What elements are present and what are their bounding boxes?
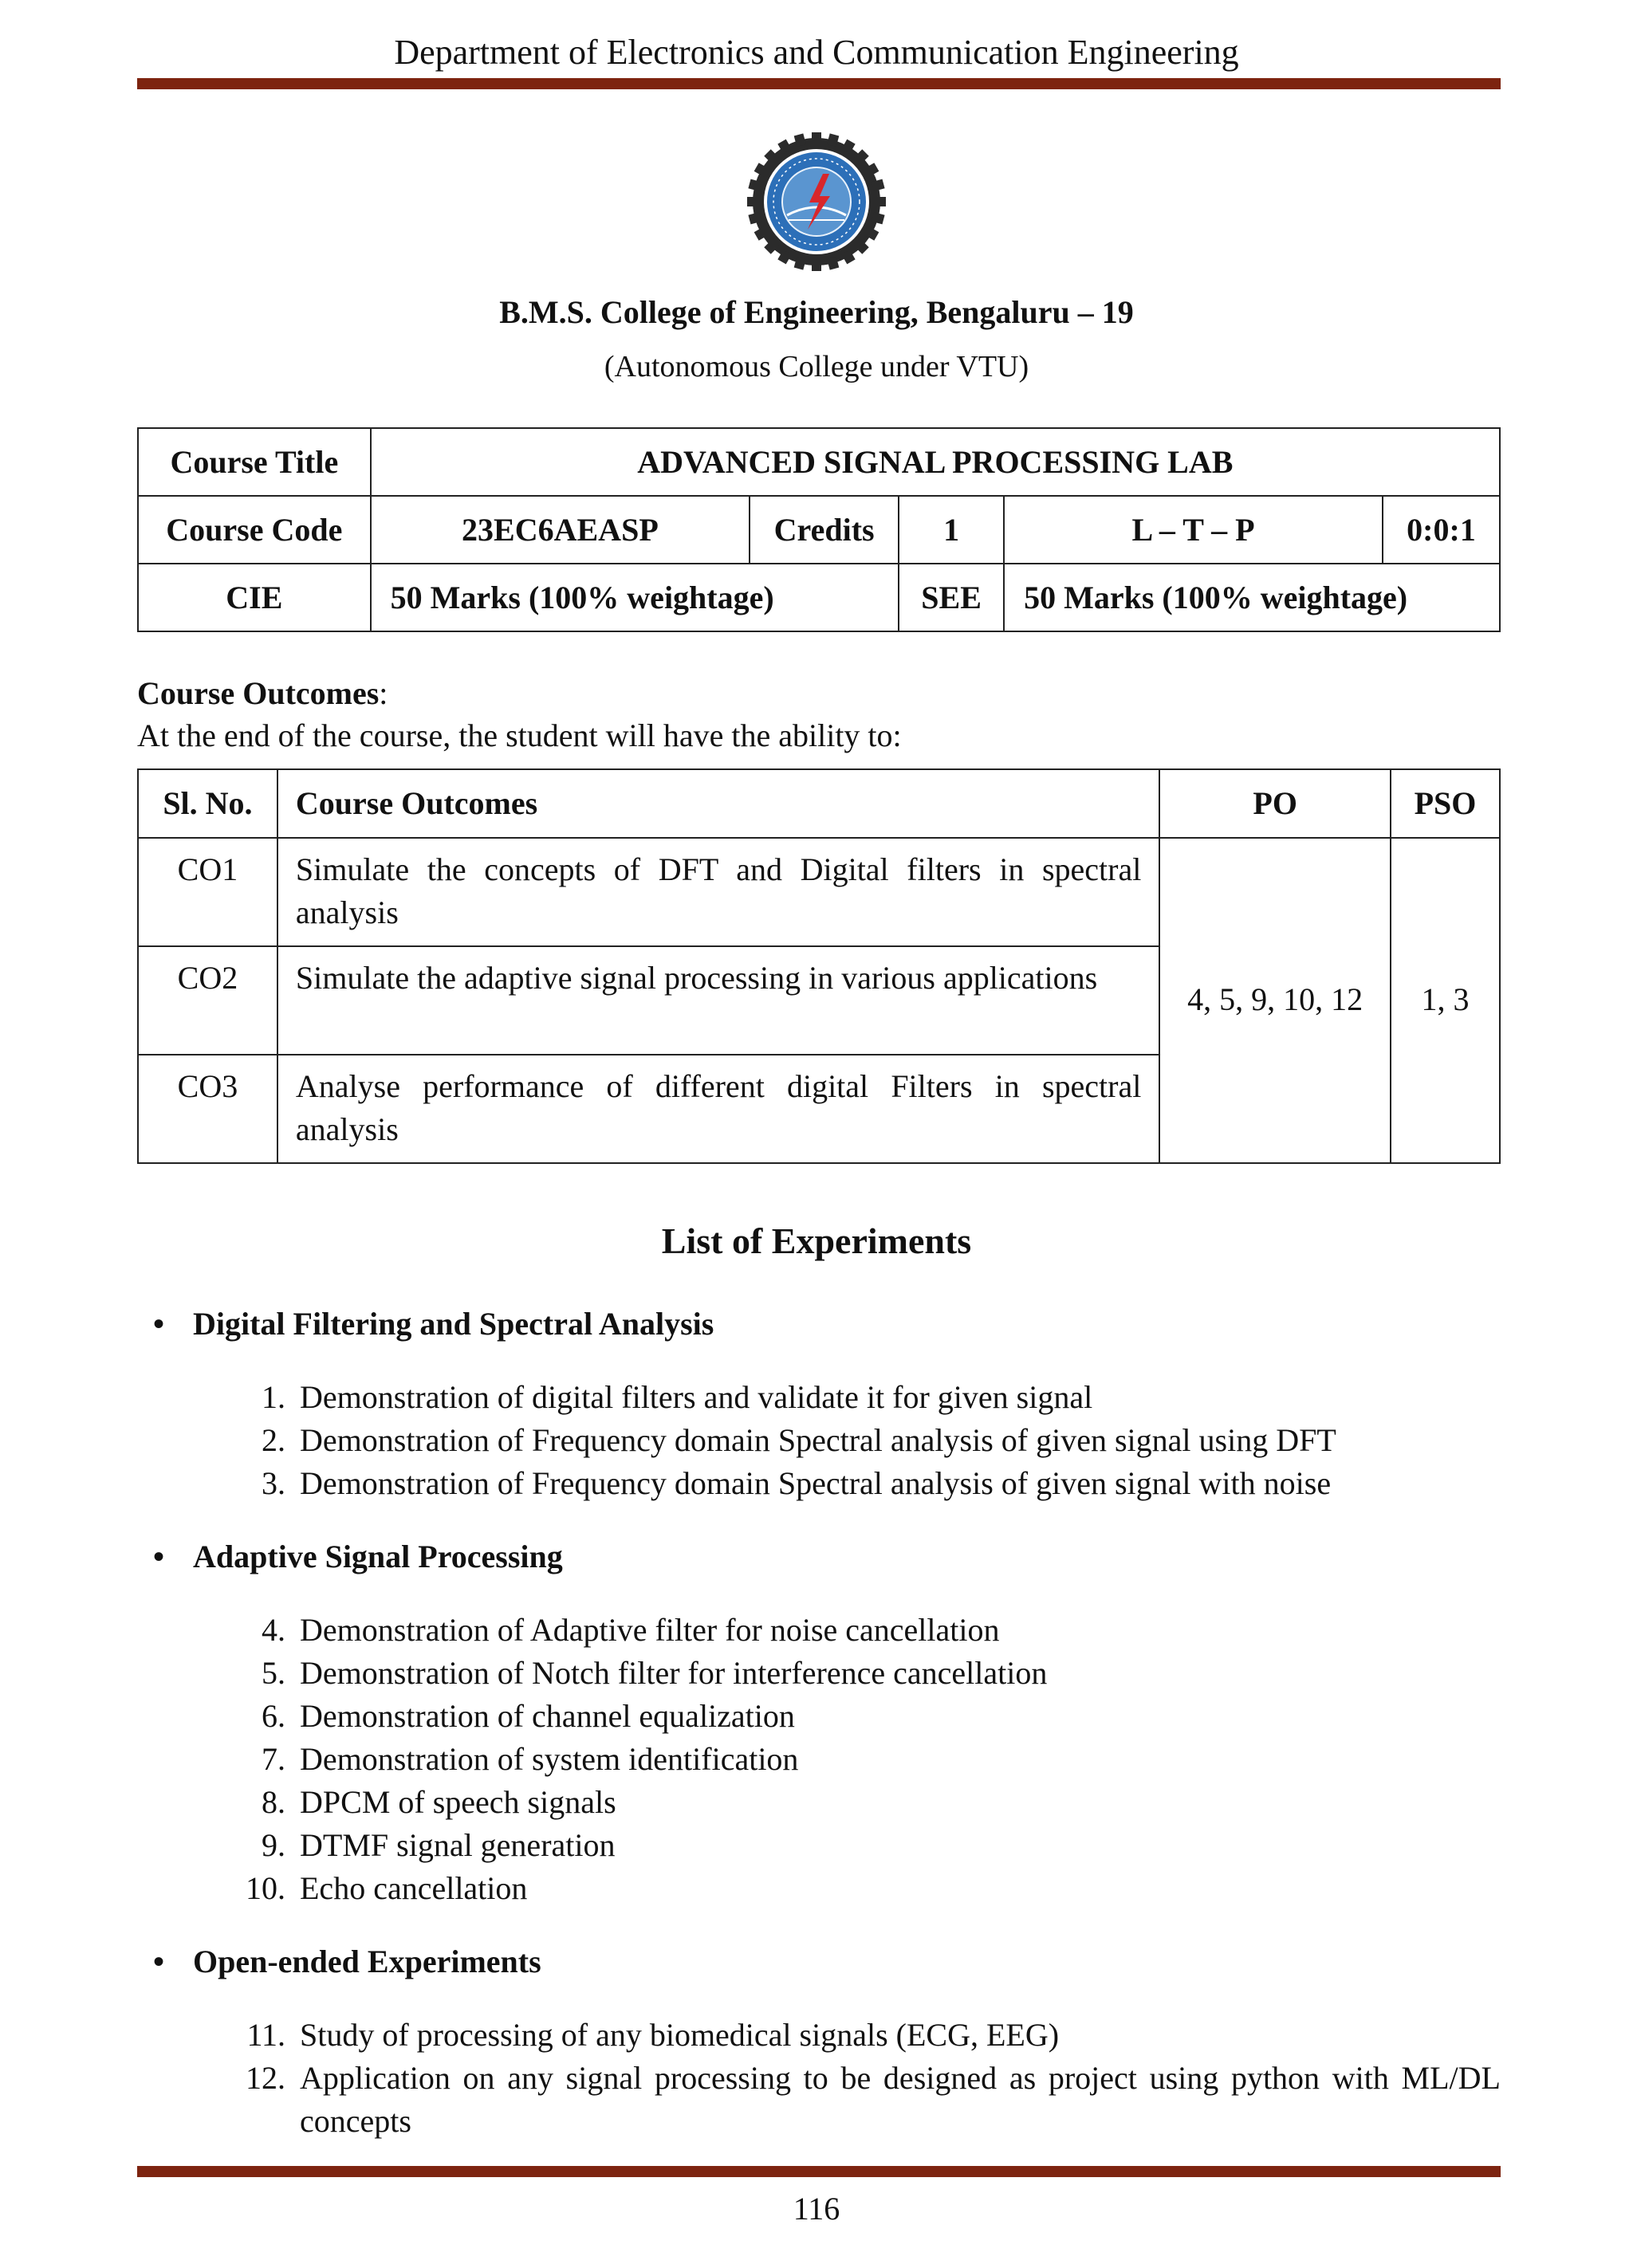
college-name: B.M.S. College of Engineering, Bengaluru – 19: [499, 294, 1134, 330]
page-number: 116: [793, 2191, 840, 2227]
course-title-value: ADVANCED SIGNAL PROCESSING LAB: [371, 428, 1500, 496]
course-title-row: [138, 428, 1500, 496]
column-header-course-outcomes: Course Outcomes: [277, 769, 1159, 838]
outcomes-header-row: [138, 769, 1500, 838]
header-rule: [137, 78, 1501, 89]
bullet-icon: •: [153, 1539, 165, 1574]
group-title-adaptive: [153, 1535, 563, 1578]
outcome-text: Simulate the adaptive signal processing in various applications: [277, 946, 1159, 1055]
item-text: Demonstration of Notch filter for interference cancellation: [300, 1655, 1048, 1691]
item-number: 11.: [246, 2017, 285, 2053]
item-number: 1.: [262, 1379, 285, 1415]
college-logo: [747, 132, 886, 271]
course-outcomes-heading: [137, 672, 388, 715]
outcome-id: CO3: [138, 1055, 277, 1163]
course-info-table: [137, 427, 1501, 632]
pso-mapping: 1, 3: [1391, 838, 1500, 1163]
experiments-title: List of Experiments: [661, 1220, 972, 1261]
footer-rule: [137, 2166, 1501, 2177]
item-number: 8.: [262, 1784, 285, 1820]
item-number: 3.: [262, 1465, 285, 1501]
item-text: Application on any signal processing to be designed as project using python with ML/DL concepts: [300, 2060, 1501, 2139]
table-row: [138, 838, 1500, 946]
item-number: 4.: [262, 1612, 285, 1648]
course-outcomes-heading-colon: :: [379, 675, 388, 711]
department-header: Department of Electronics and Communication Engineering: [394, 33, 1239, 72]
item-number: 9.: [262, 1827, 285, 1863]
item-text: Demonstration of Frequency domain Spectral analysis of given signal with noise: [300, 1465, 1332, 1501]
college-subtitle: (Autonomous College under VTU): [604, 350, 1029, 383]
bullet-icon: •: [153, 1944, 165, 1979]
course-outcomes-heading-text: Course Outcomes: [137, 675, 380, 711]
ltp-label: L – T – P: [1004, 496, 1383, 564]
group-title-open-ended: [153, 1940, 541, 1983]
item-number: 2.: [262, 1422, 285, 1458]
item-number: 6.: [262, 1698, 285, 1734]
item-number: 10.: [246, 1870, 285, 1906]
item-text: Demonstration of system identification: [300, 1741, 799, 1777]
item-text: Study of processing of any biomedical signals (ECG, EEG): [300, 2017, 1060, 2053]
item-text: Echo cancellation: [300, 1870, 528, 1906]
po-mapping: 4, 5, 9, 10, 12: [1159, 838, 1391, 1163]
column-header-pso: PSO: [1391, 769, 1500, 838]
assessment-row: [138, 564, 1500, 631]
item-text: Demonstration of Adaptive filter for noise cancellation: [300, 1612, 1000, 1648]
group-title-text: Open-ended Experiments: [193, 1944, 541, 1979]
course-title-label: Course Title: [138, 428, 371, 496]
cie-label: CIE: [138, 564, 371, 631]
see-label: SEE: [899, 564, 1004, 631]
item-text: DPCM of speech signals: [300, 1784, 616, 1820]
column-header-po: PO: [1159, 769, 1391, 838]
item-text: Demonstration of channel equalization: [300, 1698, 795, 1734]
item-number: 7.: [262, 1741, 285, 1777]
column-header-sl-no: Sl. No.: [138, 769, 277, 838]
ltp-value: 0:0:1: [1383, 496, 1500, 564]
course-code-row: [138, 496, 1500, 564]
bullet-icon: •: [153, 1306, 165, 1342]
course-outcomes-intro: At the end of the course, the student will have the ability to:: [137, 717, 902, 753]
credits-label: Credits: [750, 496, 899, 564]
group-title-digital-filtering: [153, 1303, 714, 1346]
item-text: Demonstration of digital filters and validate it for given signal: [300, 1379, 1093, 1415]
group-title-text: Adaptive Signal Processing: [193, 1539, 563, 1574]
course-code-label: Course Code: [138, 496, 371, 564]
outcome-id: CO1: [138, 838, 277, 946]
group-title-text: Digital Filtering and Spectral Analysis: [193, 1306, 714, 1342]
outcome-id: CO2: [138, 946, 277, 1055]
outcome-text: Analyse performance of different digital Filters in spectral analysis: [277, 1055, 1159, 1163]
cie-value: 50 Marks (100% weightage): [371, 564, 899, 631]
credits-value: 1: [899, 496, 1004, 564]
see-value: 50 Marks (100% weightage): [1004, 564, 1500, 631]
item-number: 5.: [262, 1655, 285, 1691]
item-text: Demonstration of Frequency domain Spectral analysis of given signal using DFT: [300, 1422, 1336, 1458]
item-number: 12.: [246, 2060, 285, 2096]
item-text: DTMF signal generation: [300, 1827, 616, 1863]
course-code-value: 23EC6AEASP: [371, 496, 750, 564]
outcome-text: Simulate the concepts of DFT and Digital filters in spectral analysis: [277, 838, 1159, 946]
course-outcomes-table: [137, 768, 1501, 1164]
